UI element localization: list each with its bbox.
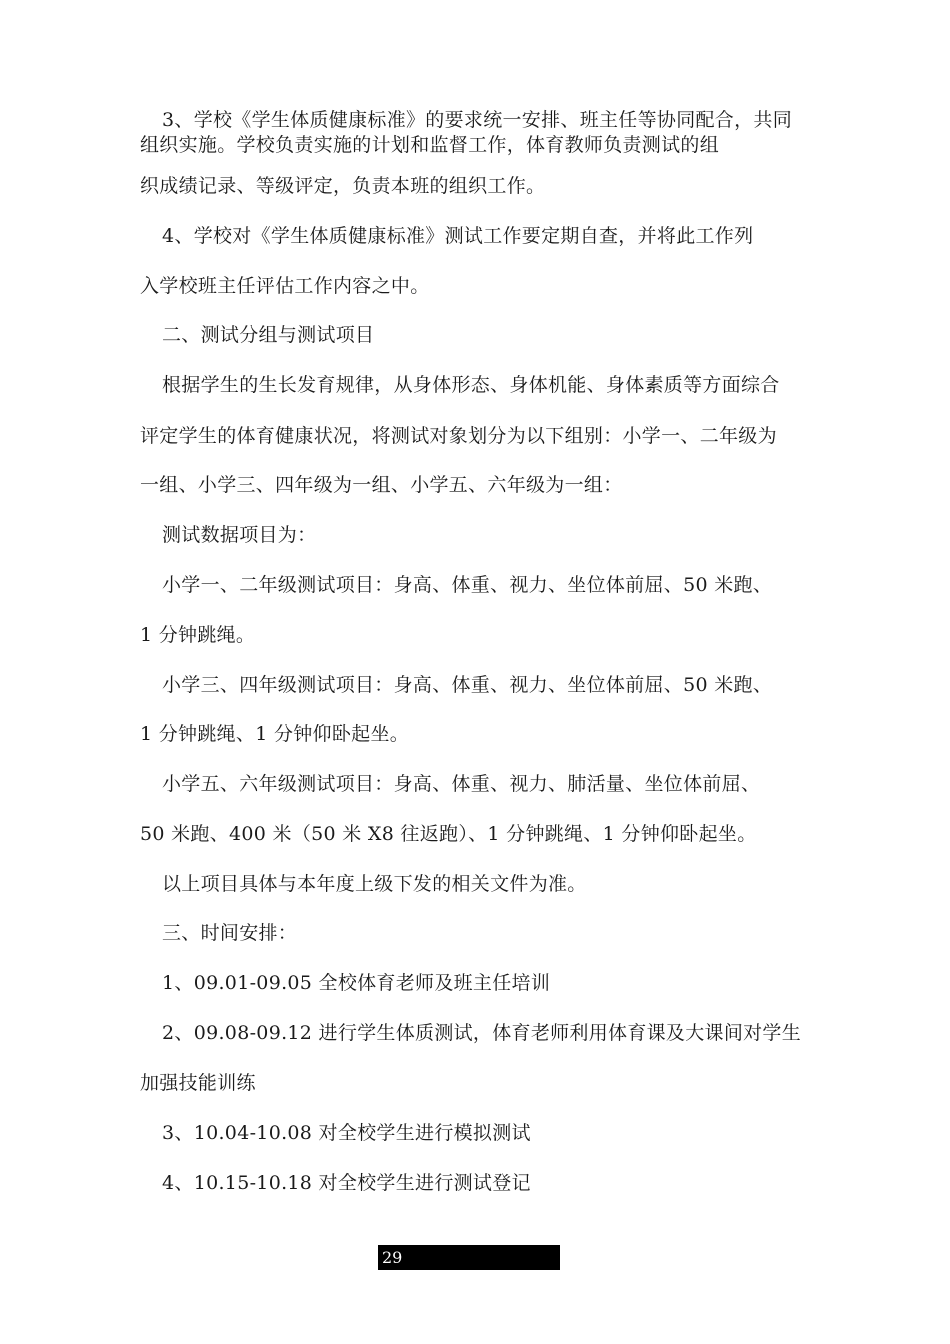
grade-5-6-items-line-2: 50 米跑、400 米（50 米 X8 往返跑）、1 分钟跳绳、1 分钟仰卧起坐。 (140, 823, 757, 845)
grade-3-4-items-line-1: 小学三、四年级测试项目：身高、体重、视力、坐位体前屈、50 米跑、 (162, 674, 773, 696)
paragraph-3-line-1: 3、学校《学生体质健康标准》的要求统一安排、班主任等协同配合，共同 (162, 109, 792, 131)
grade-1-2-items-line-2: 1 分钟跳绳。 (140, 624, 256, 646)
grouping-paragraph-line-2: 评定学生的体育健康状况，将测试对象划分为以下组别：小学一、二年级为 (140, 425, 777, 447)
section-heading-2: 二、测试分组与测试项目 (162, 324, 375, 346)
items-note: 以上项目具体与本年度上级下发的相关文件为准。 (162, 873, 587, 895)
grouping-paragraph-line-3: 一组、小学三、四年级为一组、小学五、六年级为一组： (140, 474, 623, 496)
grouping-paragraph-line-1: 根据学生的生长发育规律，从身体形态、身体机能、身体素质等方面综合 (162, 374, 780, 396)
schedule-item-2-line-2: 加强技能训练 (140, 1072, 256, 1094)
test-items-intro: 测试数据项目为： (162, 524, 317, 546)
paragraph-4-line-1: 4、学校对《学生体质健康标准》测试工作要定期自查，并将此工作列 (162, 225, 754, 247)
grade-1-2-items-line-1: 小学一、二年级测试项目：身高、体重、视力、坐位体前屈、50 米跑、 (162, 574, 773, 596)
schedule-item-4: 4、10.15-10.18 对全校学生进行测试登记 (162, 1172, 531, 1194)
schedule-item-3: 3、10.04-10.08 对全校学生进行模拟测试 (162, 1122, 531, 1144)
grade-3-4-items-line-2: 1 分钟跳绳、1 分钟仰卧起坐。 (140, 723, 410, 745)
paragraph-3-line-3: 织成绩记录、等级评定，负责本班的组织工作。 (140, 175, 546, 197)
schedule-item-1: 1、09.01-09.05 全校体育老师及班主任培训 (162, 972, 551, 994)
schedule-item-2-line-1: 2、09.08-09.12 进行学生体质测试，体育老师利用体育课及大课间对学生 (162, 1022, 802, 1044)
page-number: 29 (378, 1245, 560, 1270)
paragraph-3-line-2: 组织实施。学校负责实施的计划和监督工作，体育教师负责测试的组 (140, 134, 720, 156)
section-heading-3: 三、时间安排： (162, 922, 298, 944)
paragraph-4-line-2: 入学校班主任评估工作内容之中。 (140, 275, 430, 297)
grade-5-6-items-line-1: 小学五、六年级测试项目：身高、体重、视力、肺活量、坐位体前屈、 (162, 773, 761, 795)
